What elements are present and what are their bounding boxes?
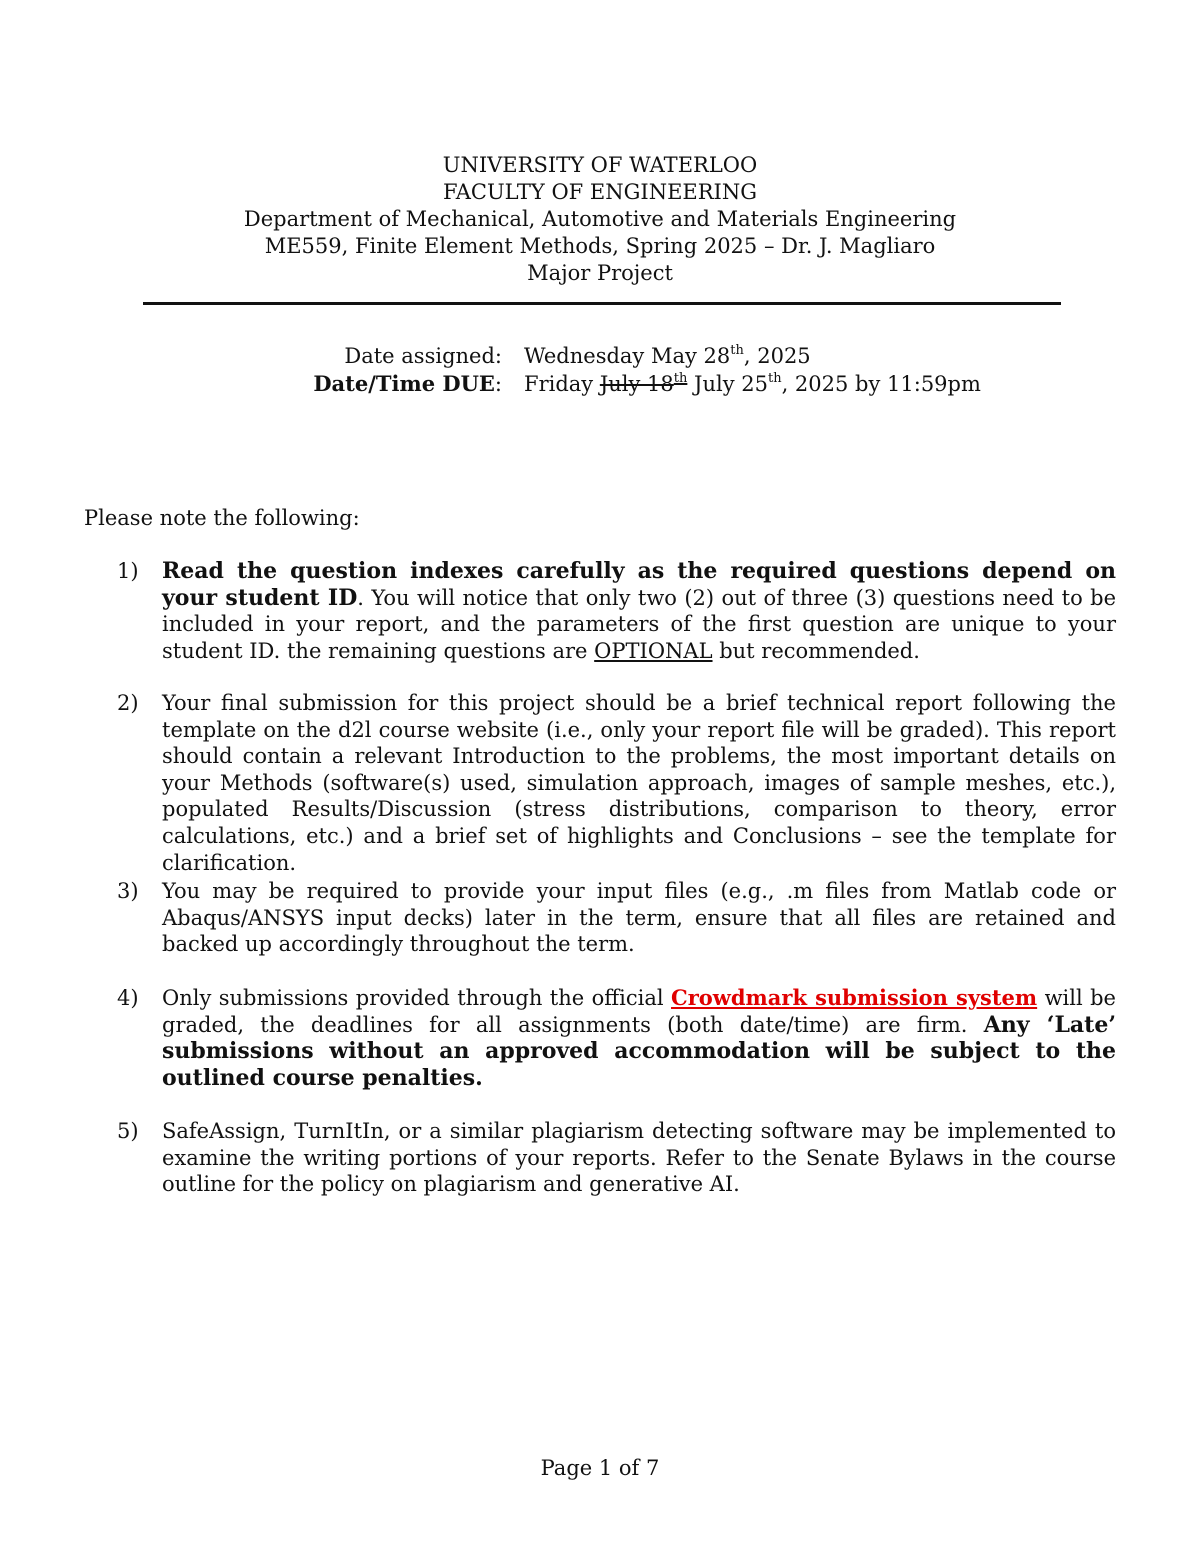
list-item-text: Only submissions provided through the official Crowdmark submission system will be graded, the deadlines for all assignments (both date/time) are firm. Any ‘Late’ submissions without an approved accommodation will be subject to the outlined course penalties. xyxy=(162,985,1116,1091)
list-item-text: You may be required to provide your input files (e.g., .m files from Matlab code or Abaqus/ANSYS input decks) later in the term, ensure that all files are retained and backed up accordingly throughout the term. xyxy=(162,879,1116,957)
department-name: Department of Mechanical, Automotive and Materials Engineering xyxy=(243,207,957,231)
list-item-number: 2) xyxy=(117,691,139,715)
date-due-row xyxy=(0,370,1200,398)
list-item-text: Read the question indexes carefully as the required questions depend on your student ID. You will notice that only two (2) out of three (3) questions need to be included in your report, and the parameters of the first question are unique to your student ID. the remaining questions are OPTIONAL but recommended. xyxy=(162,558,1117,663)
list-item-text: Your final submission for this project should be a brief technical report following the template on the d2l course website (i.e., only your report file will be graded). This report should contain a relevant Introduction to the problems, the most important details on your Methods (software(s) used, simulation approach, images of sample meshes, etc.), populated Results/Discussion (stress distributions, comparison to theory, error calculations, etc.) and a brief set of highlights and Conclusions – see the template for clarification. xyxy=(162,691,1116,875)
date-assigned-value: Wednesday May 28th, 2025 xyxy=(524,343,811,368)
dates-block xyxy=(0,342,1200,398)
optional-emphasis: OPTIONAL xyxy=(594,638,713,663)
date-due-label: Date/Time DUE: xyxy=(313,371,502,396)
date-due-value: Friday July 18th July 25th, 2025 by 11:59pm xyxy=(524,371,981,396)
date-assigned-row xyxy=(0,342,1200,370)
struck-old-due-date: July 18th xyxy=(599,371,688,396)
university-name: UNIVERSITY OF WATERLOO xyxy=(442,153,758,177)
list-item-number: 4) xyxy=(117,986,139,1010)
crowdmark-link[interactable]: Crowdmark submission system xyxy=(671,985,1038,1010)
header-divider xyxy=(143,302,1061,305)
list-item-text: SafeAssign, TurnItIn, or a similar plagiarism detecting software may be implemented to examine the writing portions of your reports. Refer to the Senate Bylaws in the course outline for the policy on plagiarism and generative AI. xyxy=(162,1119,1116,1197)
list-item-number: 5) xyxy=(117,1119,139,1143)
page-number: Page 1 of 7 xyxy=(540,1456,660,1480)
intro-text: Please note the following: xyxy=(84,506,360,530)
document-header xyxy=(0,152,1200,287)
project-title: Major Project xyxy=(527,261,673,285)
date-assigned-label: Date assigned: xyxy=(344,344,502,368)
list-item-number: 3) xyxy=(117,879,139,903)
faculty-name: FACULTY OF ENGINEERING xyxy=(443,180,757,204)
course-title: ME559, Finite Element Methods, Spring 2025 – Dr. J. Magliaro xyxy=(264,234,936,258)
list-item-number: 1) xyxy=(117,559,139,583)
